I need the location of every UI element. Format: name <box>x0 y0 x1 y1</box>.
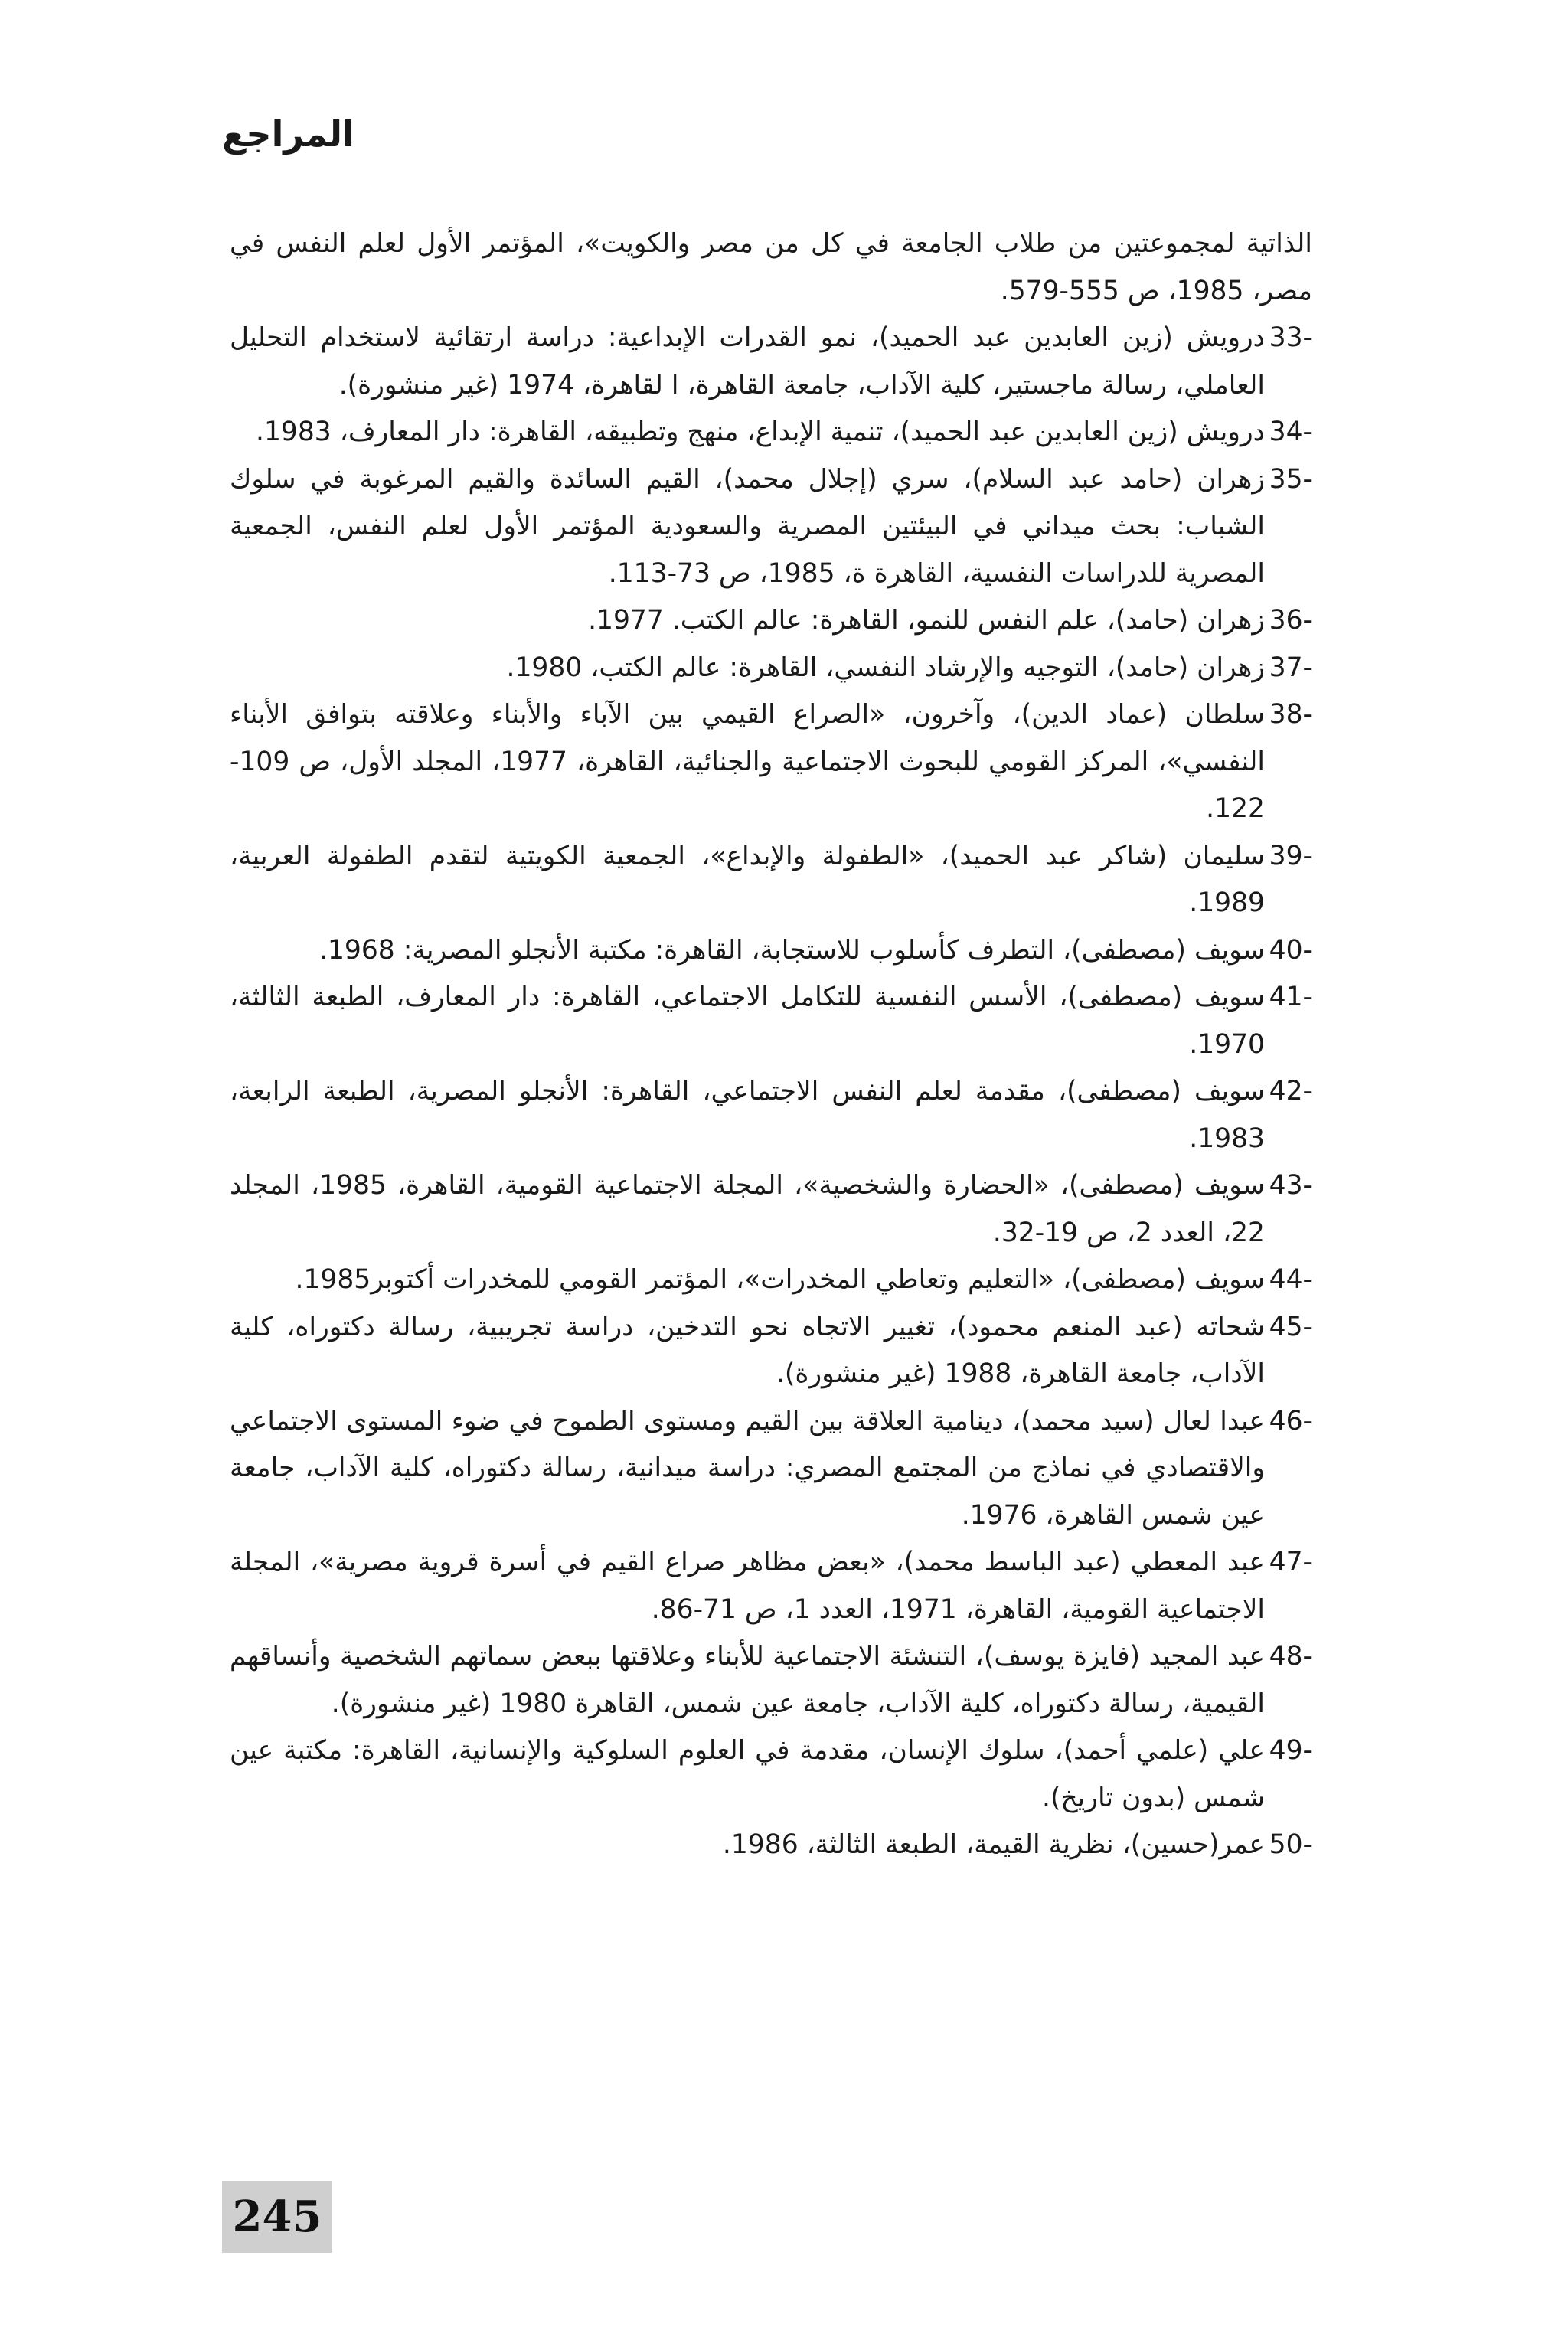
reference-item <box>230 927 1312 975</box>
reference-text: زهران (حامد)، علم النفس للنمو، القاهرة: عالم الكتب. 1977. <box>588 605 1265 636</box>
reference-item <box>230 597 1312 645</box>
reference-number: 34- <box>1269 417 1312 447</box>
reference-item <box>230 1822 1312 1869</box>
reference-number: 40- <box>1269 934 1312 966</box>
reference-item <box>230 1633 1312 1727</box>
reference-item <box>230 315 1312 409</box>
reference-number: 44- <box>1269 1264 1312 1295</box>
reference-number: 37- <box>1269 652 1312 683</box>
reference-text: سويف (مصطفى)، «التعليم وتعاطي المخدرات»، المؤتمر القومي للمخدرات أكتوبر1985. <box>295 1264 1265 1295</box>
reference-number: 41- <box>1269 982 1312 1012</box>
reference-number: 45- <box>1269 1311 1312 1342</box>
reference-item <box>230 833 1312 927</box>
reference-item <box>230 1398 1312 1540</box>
reference-text: شحاته (عبد المنعم محمود)، تغيير الاتجاه نحو التدخين، دراسة تجريبية، رسالة دكتوراه، كلية الآداب، جامعة القاهرة، 1988 (غير منشورة). <box>230 1311 1265 1389</box>
reference-item <box>230 691 1312 833</box>
page-number: 245 <box>222 2181 332 2253</box>
reference-number: 42- <box>1269 1076 1312 1106</box>
reference-number: 39- <box>1269 840 1312 871</box>
reference-number: 47- <box>1269 1547 1312 1577</box>
reference-text: عبد المعطي (عبد الباسط محمد)، «بعض مظاهر صراع القيم في أسرة قروية مصرية»، المجلة الاجتماعية القومية، القاهرة، 1971، العدد 1، ص 71-86. <box>230 1547 1265 1625</box>
reference-number: 48- <box>1269 1641 1312 1672</box>
reference-number: 36- <box>1269 605 1312 636</box>
reference-item <box>230 1068 1312 1162</box>
reference-list <box>230 221 1312 1869</box>
reference-item <box>230 1727 1312 1822</box>
reference-item <box>230 456 1312 598</box>
reference-item <box>230 1304 1312 1398</box>
reference-number: 33- <box>1269 322 1312 353</box>
reference-item <box>230 1162 1312 1257</box>
reference-text: درويش (زين العابدين عبد الحميد)، تنمية الإبداع، منهج وتطبيقه، القاهرة: دار المعارف، 1983. <box>255 417 1265 447</box>
reference-text: سليمان (شاكر عبد الحميد)، «الطفولة والإبداع»، الجمعية الكويتية لتقدم الطفولة العربية، 1989. <box>230 840 1265 918</box>
reference-text: علي (علمي أحمد)، سلوك الإنسان، مقدمة في العلوم السلوكية والإنسانية، القاهرة: مكتبة عين شمس (بدون تاريخ). <box>230 1735 1265 1813</box>
reference-item <box>230 409 1312 456</box>
reference-text: عمر(حسين)، نظرية القيمة، الطبعة الثالثة، 1986. <box>722 1829 1265 1860</box>
reference-number: 38- <box>1269 699 1312 730</box>
reference-text: سلطان (عماد الدين)، وآخرون، «الصراع القيمي بين الآباء والأبناء وعلاقته بتوافق الأبناء النفسي»، المركز القومي للبحوث الاجتماعية والجنائية، القاهرة، 1977، المجلد الأول، ص 109-122. <box>230 699 1265 824</box>
reference-text: سويف (مصطفى)، التطرف كأسلوب للاستجابة، القاهرة: مكتبة الأنجلو المصرية: 1968. <box>318 934 1265 966</box>
reference-item <box>230 974 1312 1068</box>
reference-number: 49- <box>1269 1735 1312 1766</box>
reference-text: عبدا لعال (سيد محمد)، دينامية العلاقة بين القيم ومستوى الطموح في ضوء المستوى الاجتماعي والاقتصادي في نماذج من المجتمع المصري: دراسة ميدانية، رسالة دكتوراه، كلية الآداب، جامعة عين شمس القاهرة، 1976. <box>230 1405 1265 1531</box>
reference-item <box>230 645 1312 692</box>
reference-text: سويف (مصطفى)، الأسس النفسية للتكامل الاجتماعي، القاهرة: دار المعارف، الطبعة الثالثة، 1970. <box>230 982 1265 1060</box>
reference-text: سويف (مصطفى)، «الحضارة والشخصية»، المجلة الاجتماعية القومية، القاهرة، 1985، المجلد 22، العدد 2، ص 19-32. <box>230 1170 1265 1248</box>
reference-item <box>230 1257 1312 1304</box>
reference-number: 50- <box>1269 1829 1312 1860</box>
reference-number: 35- <box>1269 463 1312 495</box>
reference-text: زهران (حامد)، التوجيه والإرشاد النفسي، القاهرة: عالم الكتب، 1980. <box>506 652 1265 683</box>
reference-number: 43- <box>1269 1170 1312 1201</box>
reference-text: زهران (حامد عبد السلام)، سري (إجلال محمد)، القيم السائدة والقيم المرغوبة في سلوك الشباب: بحث ميداني في البيئتين المصرية والسعودية المؤتمر الأول لعلم النفس، الجمعية المصرية للدراسات النفسية، القاهرة ة، 1985، ص 73-113. <box>230 463 1265 589</box>
reference-item <box>230 1539 1312 1633</box>
page-title: المراجع <box>222 113 354 155</box>
reference-item <box>230 221 1312 315</box>
reference-text: سويف (مصطفى)، مقدمة لعلم النفس الاجتماعي، القاهرة: الأنجلو المصرية، الطبعة الرابعة، 1983. <box>230 1076 1265 1154</box>
reference-text: الذاتية لمجموعتين من طلاب الجامعة في كل من مصر والكويت»، المؤتمر الأول لعلم النفس في مصر، 1985، ص 555-579. <box>230 228 1312 306</box>
reference-number: 46- <box>1269 1405 1312 1436</box>
reference-text: عبد المجيد (فايزة يوسف)، التنشئة الاجتماعية للأبناء وعلاقتها ببعض سماتهم الشخصية وأنساقهم القيمية، رسالة دكتوراه، كلية الآداب، جامعة عين شمس، القاهرة 1980 (غير منشورة). <box>230 1641 1265 1719</box>
reference-text: درويش (زين العابدين عبد الحميد)، نمو القدرات الإبداعية: دراسة ارتقائية لاستخدام التحليل العاملي، رسالة ماجستير، كلية الآداب، جامعة القاهرة، ا لقاهرة، 1974 (غير منشورة). <box>230 322 1265 400</box>
